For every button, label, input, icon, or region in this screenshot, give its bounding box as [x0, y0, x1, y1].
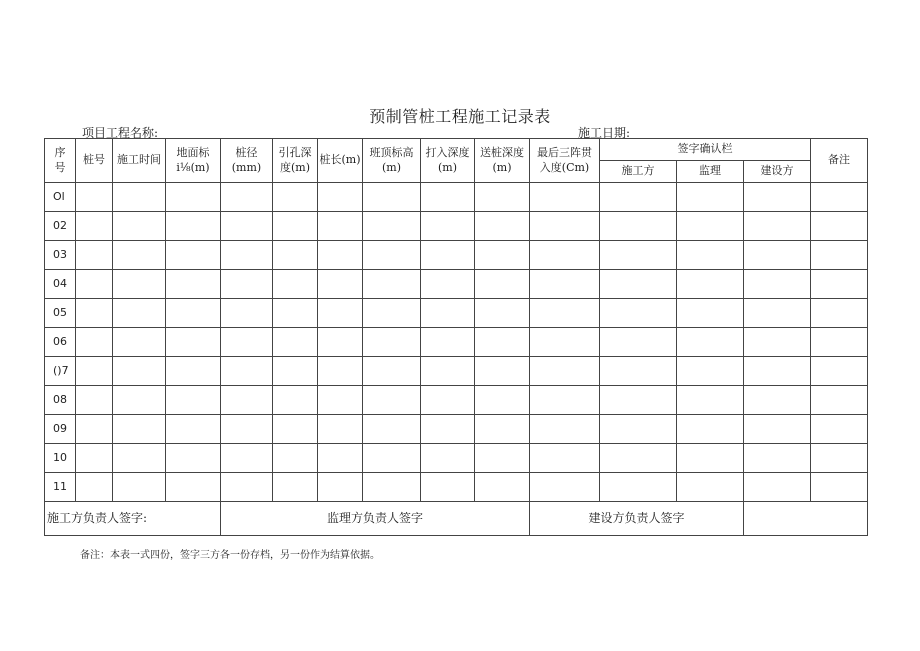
- table-cell[interactable]: [530, 415, 600, 444]
- table-cell[interactable]: [600, 328, 677, 357]
- table-row: [45, 212, 868, 241]
- table-cell[interactable]: [421, 241, 475, 270]
- table-cell[interactable]: [113, 386, 166, 415]
- table-cell[interactable]: [363, 328, 421, 357]
- row-number: 06: [45, 328, 76, 357]
- table-cell[interactable]: [600, 299, 677, 328]
- table-cell[interactable]: [318, 415, 363, 444]
- table-row: [45, 444, 868, 473]
- row-number: 04: [45, 270, 76, 299]
- table-cell[interactable]: [677, 270, 744, 299]
- table-cell[interactable]: [677, 444, 744, 473]
- row-number: 09: [45, 415, 76, 444]
- project-name-label: 项目工程名称:: [82, 126, 159, 140]
- table-cell[interactable]: [811, 241, 868, 270]
- table-cell[interactable]: [475, 183, 530, 212]
- table-cell[interactable]: [76, 212, 113, 241]
- row-number: 10: [45, 444, 76, 473]
- table-cell[interactable]: [113, 241, 166, 270]
- table-cell[interactable]: [113, 328, 166, 357]
- table-cell[interactable]: [113, 212, 166, 241]
- table-row: [45, 270, 868, 299]
- table-cell[interactable]: [76, 386, 113, 415]
- header-length: 桩长(m): [318, 139, 363, 183]
- table-cell[interactable]: [76, 444, 113, 473]
- table-row: [45, 473, 868, 502]
- table-cell[interactable]: [273, 415, 318, 444]
- table-cell[interactable]: [363, 444, 421, 473]
- table-cell[interactable]: [318, 241, 363, 270]
- table-cell[interactable]: [421, 183, 475, 212]
- header-top-elevation: 班顶标高 (m): [363, 139, 421, 183]
- table-cell[interactable]: [113, 357, 166, 386]
- table-cell[interactable]: [221, 444, 273, 473]
- table-cell[interactable]: [363, 270, 421, 299]
- table-cell[interactable]: [475, 270, 530, 299]
- table-cell[interactable]: [744, 357, 811, 386]
- header-send-depth: 送桩深度 (m): [475, 139, 530, 183]
- header-drive-depth: 打入深度 (m): [421, 139, 475, 183]
- table-cell[interactable]: [421, 299, 475, 328]
- pile-record-table: [44, 138, 868, 536]
- table-cell[interactable]: [421, 357, 475, 386]
- table-cell[interactable]: [421, 415, 475, 444]
- table-cell[interactable]: [677, 183, 744, 212]
- table-cell[interactable]: [76, 183, 113, 212]
- header-sign-supervisor: 监理: [677, 161, 744, 183]
- table-cell[interactable]: [221, 357, 273, 386]
- table-cell[interactable]: [475, 241, 530, 270]
- table-cell[interactable]: [744, 415, 811, 444]
- table-cell[interactable]: [318, 328, 363, 357]
- table-cell[interactable]: [600, 241, 677, 270]
- table-cell[interactable]: [421, 212, 475, 241]
- table-cell[interactable]: [530, 386, 600, 415]
- table-cell[interactable]: [677, 415, 744, 444]
- table-cell[interactable]: [811, 444, 868, 473]
- table-cell[interactable]: [166, 212, 221, 241]
- table-cell[interactable]: [530, 241, 600, 270]
- table-cell[interactable]: [600, 386, 677, 415]
- table-cell[interactable]: [166, 328, 221, 357]
- table-cell[interactable]: [273, 183, 318, 212]
- table-cell[interactable]: [600, 212, 677, 241]
- table-cell[interactable]: [273, 299, 318, 328]
- row-number: 03: [45, 241, 76, 270]
- table-cell[interactable]: [113, 270, 166, 299]
- header-remark: 备注: [811, 139, 868, 183]
- header-diameter: 桩径(mm): [221, 139, 273, 183]
- table-cell[interactable]: [811, 386, 868, 415]
- table-cell[interactable]: [600, 415, 677, 444]
- table-cell[interactable]: [811, 299, 868, 328]
- table-cell[interactable]: [221, 270, 273, 299]
- table-cell[interactable]: [318, 357, 363, 386]
- table-cell[interactable]: [113, 444, 166, 473]
- table-cell[interactable]: [273, 386, 318, 415]
- table-cell[interactable]: [166, 270, 221, 299]
- table-cell[interactable]: [221, 183, 273, 212]
- row-number: 02: [45, 212, 76, 241]
- table-cell[interactable]: [363, 183, 421, 212]
- header-seq: 序 号: [45, 139, 76, 183]
- table-cell[interactable]: [113, 415, 166, 444]
- table-cell[interactable]: [76, 357, 113, 386]
- table-cell[interactable]: [76, 299, 113, 328]
- table-cell[interactable]: [166, 183, 221, 212]
- table-cell[interactable]: [744, 212, 811, 241]
- table-cell[interactable]: [744, 241, 811, 270]
- table-cell[interactable]: [530, 183, 600, 212]
- table-cell[interactable]: [166, 444, 221, 473]
- table-cell[interactable]: [318, 386, 363, 415]
- table-cell[interactable]: [811, 473, 868, 502]
- table-cell[interactable]: [273, 444, 318, 473]
- row-number: Ol: [45, 183, 76, 212]
- form-title: 预制管桩工程施工记录表: [369, 107, 551, 126]
- table-cell[interactable]: [166, 415, 221, 444]
- signature-row: [45, 502, 868, 536]
- table-cell[interactable]: [421, 473, 475, 502]
- table-cell[interactable]: [677, 386, 744, 415]
- table-cell[interactable]: [113, 473, 166, 502]
- table-cell[interactable]: [363, 241, 421, 270]
- table-cell[interactable]: [363, 386, 421, 415]
- header-pilot-depth: 引孔深 度(m): [273, 139, 318, 183]
- table-cell[interactable]: [600, 357, 677, 386]
- header-pile-no: 桩号: [76, 139, 113, 183]
- table-cell[interactable]: [600, 473, 677, 502]
- table-cell[interactable]: [530, 357, 600, 386]
- table-cell[interactable]: [166, 386, 221, 415]
- table-cell[interactable]: [273, 357, 318, 386]
- contractor-signature-label: 施工方负责人签字:: [45, 502, 221, 536]
- owner-signature-field[interactable]: [744, 502, 868, 536]
- table-cell[interactable]: [421, 386, 475, 415]
- table-cell[interactable]: [273, 473, 318, 502]
- table-cell[interactable]: [363, 299, 421, 328]
- table-cell[interactable]: [475, 299, 530, 328]
- header-sign-group: 签字确认栏: [600, 139, 811, 161]
- table-cell[interactable]: [76, 473, 113, 502]
- footnote: 备注：本表一式四份，签字三方各一份存档，另一份作为结算依据。: [80, 550, 380, 561]
- table-cell[interactable]: [221, 473, 273, 502]
- row-number: 11: [45, 473, 76, 502]
- table-cell[interactable]: [421, 270, 475, 299]
- table-cell[interactable]: [677, 328, 744, 357]
- table-cell[interactable]: [811, 328, 868, 357]
- table-cell[interactable]: [744, 183, 811, 212]
- header-sign-owner: 建设方: [744, 161, 811, 183]
- table-cell[interactable]: [530, 444, 600, 473]
- table-cell[interactable]: [530, 270, 600, 299]
- table-row: [45, 299, 868, 328]
- table-cell[interactable]: [677, 241, 744, 270]
- table-cell[interactable]: [677, 357, 744, 386]
- table-cell[interactable]: [811, 415, 868, 444]
- table-cell[interactable]: [744, 444, 811, 473]
- row-number: ()7: [45, 357, 76, 386]
- table-row: [45, 241, 868, 270]
- table-cell[interactable]: [744, 473, 811, 502]
- row-number: 05: [45, 299, 76, 328]
- table-cell[interactable]: [530, 328, 600, 357]
- table-cell[interactable]: [273, 270, 318, 299]
- table-cell[interactable]: [811, 270, 868, 299]
- table-cell[interactable]: [318, 183, 363, 212]
- table-row: [45, 328, 868, 357]
- table-cell[interactable]: [475, 386, 530, 415]
- header-sign-contractor: 施工方: [600, 161, 677, 183]
- header-time: 施工时间: [113, 139, 166, 183]
- table-cell[interactable]: [221, 241, 273, 270]
- supervisor-signature-label: 监理方负责人签字: [221, 502, 530, 536]
- table-cell[interactable]: [76, 241, 113, 270]
- table-cell[interactable]: [318, 444, 363, 473]
- table-cell[interactable]: [318, 473, 363, 502]
- table-cell[interactable]: [221, 299, 273, 328]
- table-cell[interactable]: [530, 299, 600, 328]
- row-number: 08: [45, 386, 76, 415]
- table-cell[interactable]: [475, 415, 530, 444]
- table-cell[interactable]: [421, 328, 475, 357]
- header-last-penetration: 最后三阵贯 入度(Cm): [530, 139, 600, 183]
- construction-date-label: 施工日期:: [578, 126, 631, 140]
- table-cell[interactable]: [421, 444, 475, 473]
- table-cell[interactable]: [811, 357, 868, 386]
- table-row: [45, 183, 868, 212]
- table-cell[interactable]: [677, 212, 744, 241]
- table-cell[interactable]: [318, 299, 363, 328]
- table-cell[interactable]: [530, 212, 600, 241]
- table-cell[interactable]: [475, 473, 530, 502]
- table-cell[interactable]: [475, 444, 530, 473]
- table-cell[interactable]: [76, 328, 113, 357]
- table-cell[interactable]: [530, 473, 600, 502]
- table-cell[interactable]: [475, 328, 530, 357]
- table-cell[interactable]: [221, 415, 273, 444]
- table-cell[interactable]: [744, 386, 811, 415]
- table-cell[interactable]: [221, 386, 273, 415]
- table-cell[interactable]: [677, 473, 744, 502]
- table-cell[interactable]: [475, 357, 530, 386]
- table-cell[interactable]: [363, 473, 421, 502]
- owner-signature-label: 建设方负责人签字: [530, 502, 744, 536]
- table-cell[interactable]: [113, 299, 166, 328]
- table-cell[interactable]: [600, 183, 677, 212]
- table-cell[interactable]: [221, 328, 273, 357]
- header-ground-elevation: 地面标 i⅛(m): [166, 139, 221, 183]
- table-cell[interactable]: [273, 212, 318, 241]
- table-cell[interactable]: [166, 473, 221, 502]
- table-cell[interactable]: [221, 212, 273, 241]
- table-cell[interactable]: [273, 328, 318, 357]
- table-row: [45, 415, 868, 444]
- table-cell[interactable]: [76, 270, 113, 299]
- table-row: [45, 357, 868, 386]
- table-cell[interactable]: [363, 357, 421, 386]
- table-cell[interactable]: [76, 415, 113, 444]
- table-cell[interactable]: [811, 212, 868, 241]
- table-cell[interactable]: [744, 328, 811, 357]
- table-cell[interactable]: [744, 270, 811, 299]
- table-cell[interactable]: [166, 241, 221, 270]
- table-cell[interactable]: [744, 299, 811, 328]
- table-cell[interactable]: [166, 299, 221, 328]
- table-cell[interactable]: [475, 212, 530, 241]
- table-cell[interactable]: [318, 270, 363, 299]
- table-cell[interactable]: [363, 212, 421, 241]
- table-row: [45, 386, 868, 415]
- table-cell[interactable]: [811, 183, 868, 212]
- table-cell[interactable]: [677, 299, 744, 328]
- table-cell[interactable]: [318, 212, 363, 241]
- table-cell[interactable]: [113, 183, 166, 212]
- table-cell[interactable]: [600, 444, 677, 473]
- table-cell[interactable]: [600, 270, 677, 299]
- table-cell[interactable]: [273, 241, 318, 270]
- table-cell[interactable]: [166, 357, 221, 386]
- table-cell[interactable]: [363, 415, 421, 444]
